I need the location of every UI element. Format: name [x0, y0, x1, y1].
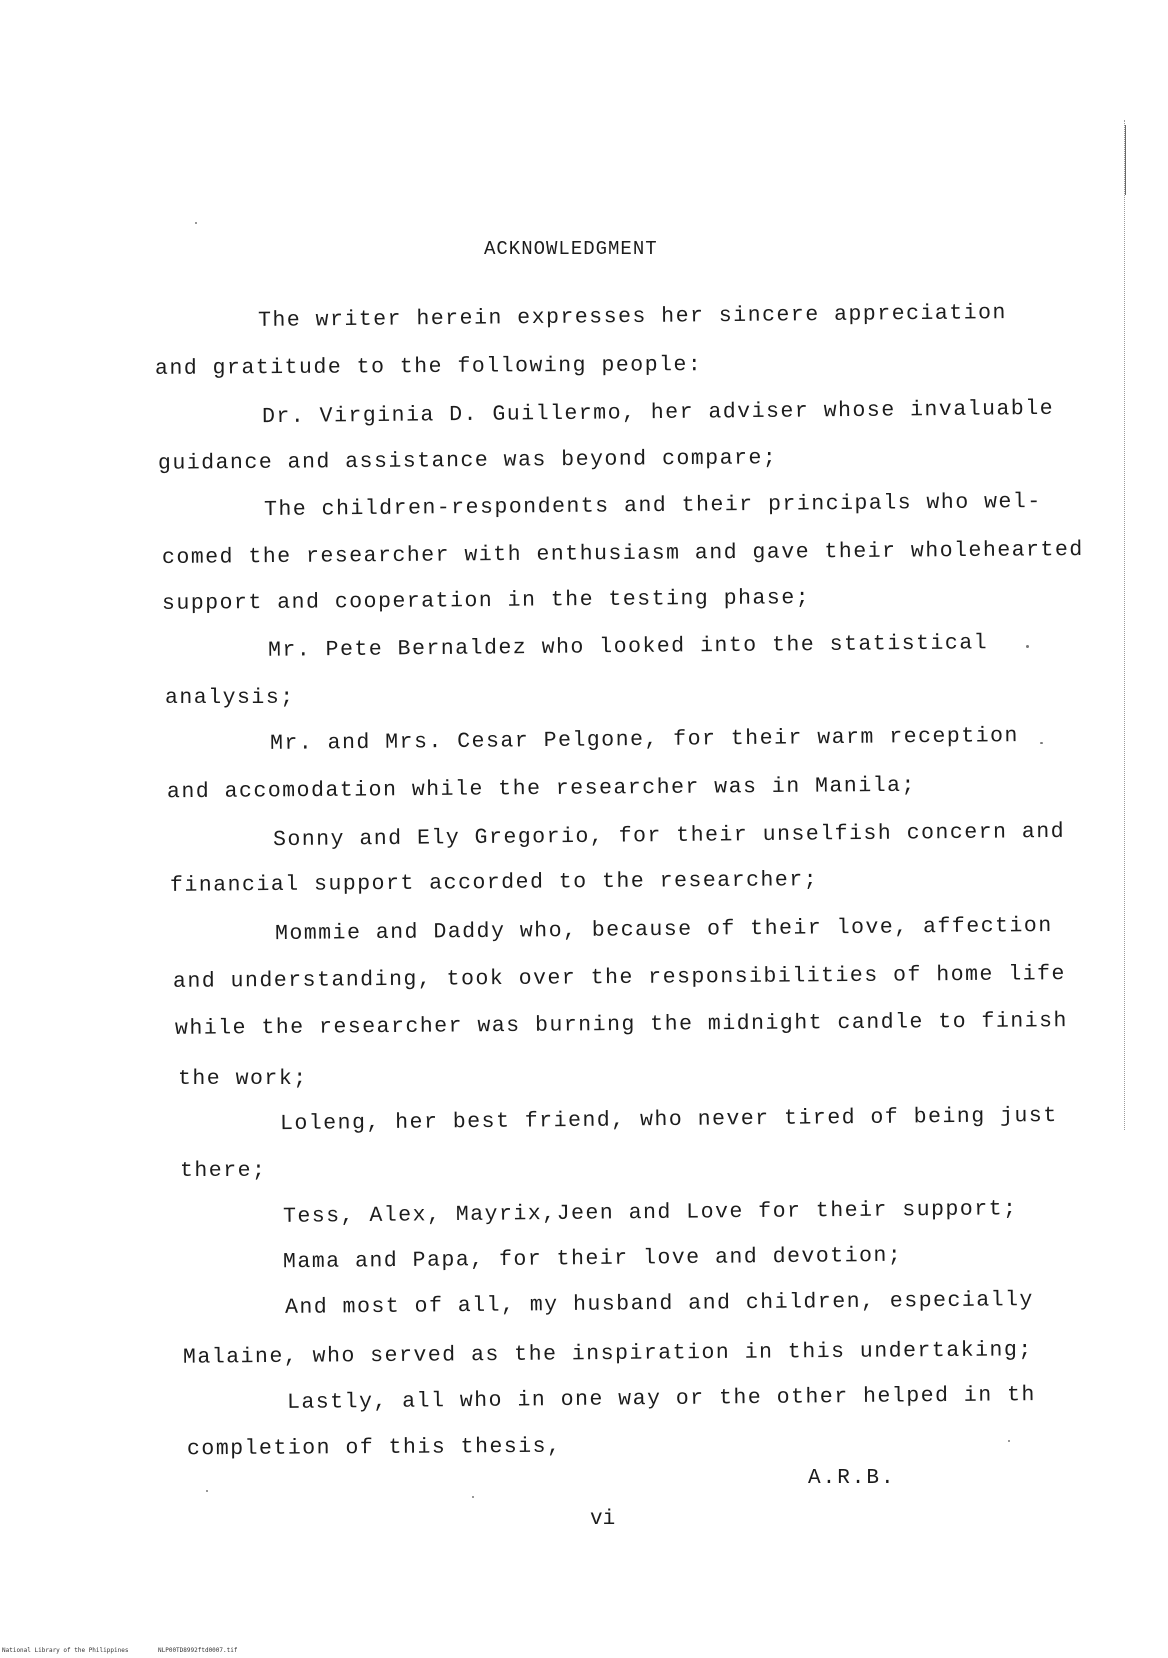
- text-line: guidance and assistance was beyond compare;: [157, 446, 778, 476]
- text-line: Tess, Alex, Mayrix,Jeen and Love for their support;: [282, 1197, 1018, 1229]
- text-line: Mr. Pete Bernaldez who looked into the statistical: [267, 631, 989, 663]
- text-line: completion of this thesis,: [186, 1434, 562, 1462]
- scan-speck: [1040, 742, 1043, 744]
- text-line: Malaine, who served as the inspiration in this undertaking;: [182, 1338, 1033, 1370]
- text-line: support and cooperation in the testing phase;: [161, 586, 811, 616]
- scan-speck: [195, 222, 197, 224]
- text-line: The children-respondents and their principals who wel-: [263, 489, 1042, 523]
- text-line: Dr. Virginia D. Guillermo, her adviser whose invaluable: [261, 396, 1055, 430]
- text-line: while the researcher was burning the midnight candle to finish: [174, 1009, 1069, 1041]
- text-line: Mommie and Daddy who, because of their love, affection: [274, 913, 1053, 947]
- footer-library: National Library of the Philippines: [2, 1647, 129, 1654]
- text-line: and accomodation while the researcher was in Manila;: [166, 773, 917, 805]
- scan-speck: [1026, 645, 1029, 648]
- scan-edge-mark: [1124, 120, 1125, 1130]
- signature-initials: A.R.B.: [808, 1467, 896, 1490]
- text-line: Mama and Papa, for their love and devotion;: [282, 1243, 903, 1275]
- page-title: ACKNOWLEDGMENT: [484, 238, 658, 260]
- text-line: Loleng, her best friend, who never tired of being just: [279, 1103, 1058, 1137]
- text-line: Lastly, all who in one way or the other helped in th: [286, 1383, 1037, 1415]
- scan-edge-mark-solid: [1125, 125, 1126, 195]
- scan-speck: [1008, 1440, 1010, 1442]
- scan-speck: [206, 1490, 208, 1492]
- text-line: the work;: [178, 1067, 308, 1091]
- text-line: comed the researcher with enthusiasm and gave their wholehearted: [161, 537, 1084, 571]
- text-line: there;: [180, 1159, 267, 1183]
- text-line: Mr. and Mrs. Cesar Pelgone, for their warm reception: [269, 724, 1020, 756]
- text-line: analysis;: [165, 686, 295, 710]
- text-line: and understanding, took over the responsibilities of home life: [172, 962, 1067, 994]
- text-line: and gratitude to the following people:: [154, 353, 703, 381]
- page-number: vi: [590, 1508, 616, 1531]
- text-line: The writer herein expresses her sincere appreciation: [257, 301, 1008, 333]
- footer-file-id: NLP00TD8992ftd0007.tif: [158, 1647, 238, 1654]
- text-line: financial support accorded to the researcher;: [169, 868, 819, 898]
- scan-speck: [472, 1496, 474, 1498]
- text-line: And most of all, my husband and children, especially: [284, 1288, 1035, 1320]
- text-line: Sonny and Ely Gregorio, for their unselfish concern and: [272, 819, 1066, 853]
